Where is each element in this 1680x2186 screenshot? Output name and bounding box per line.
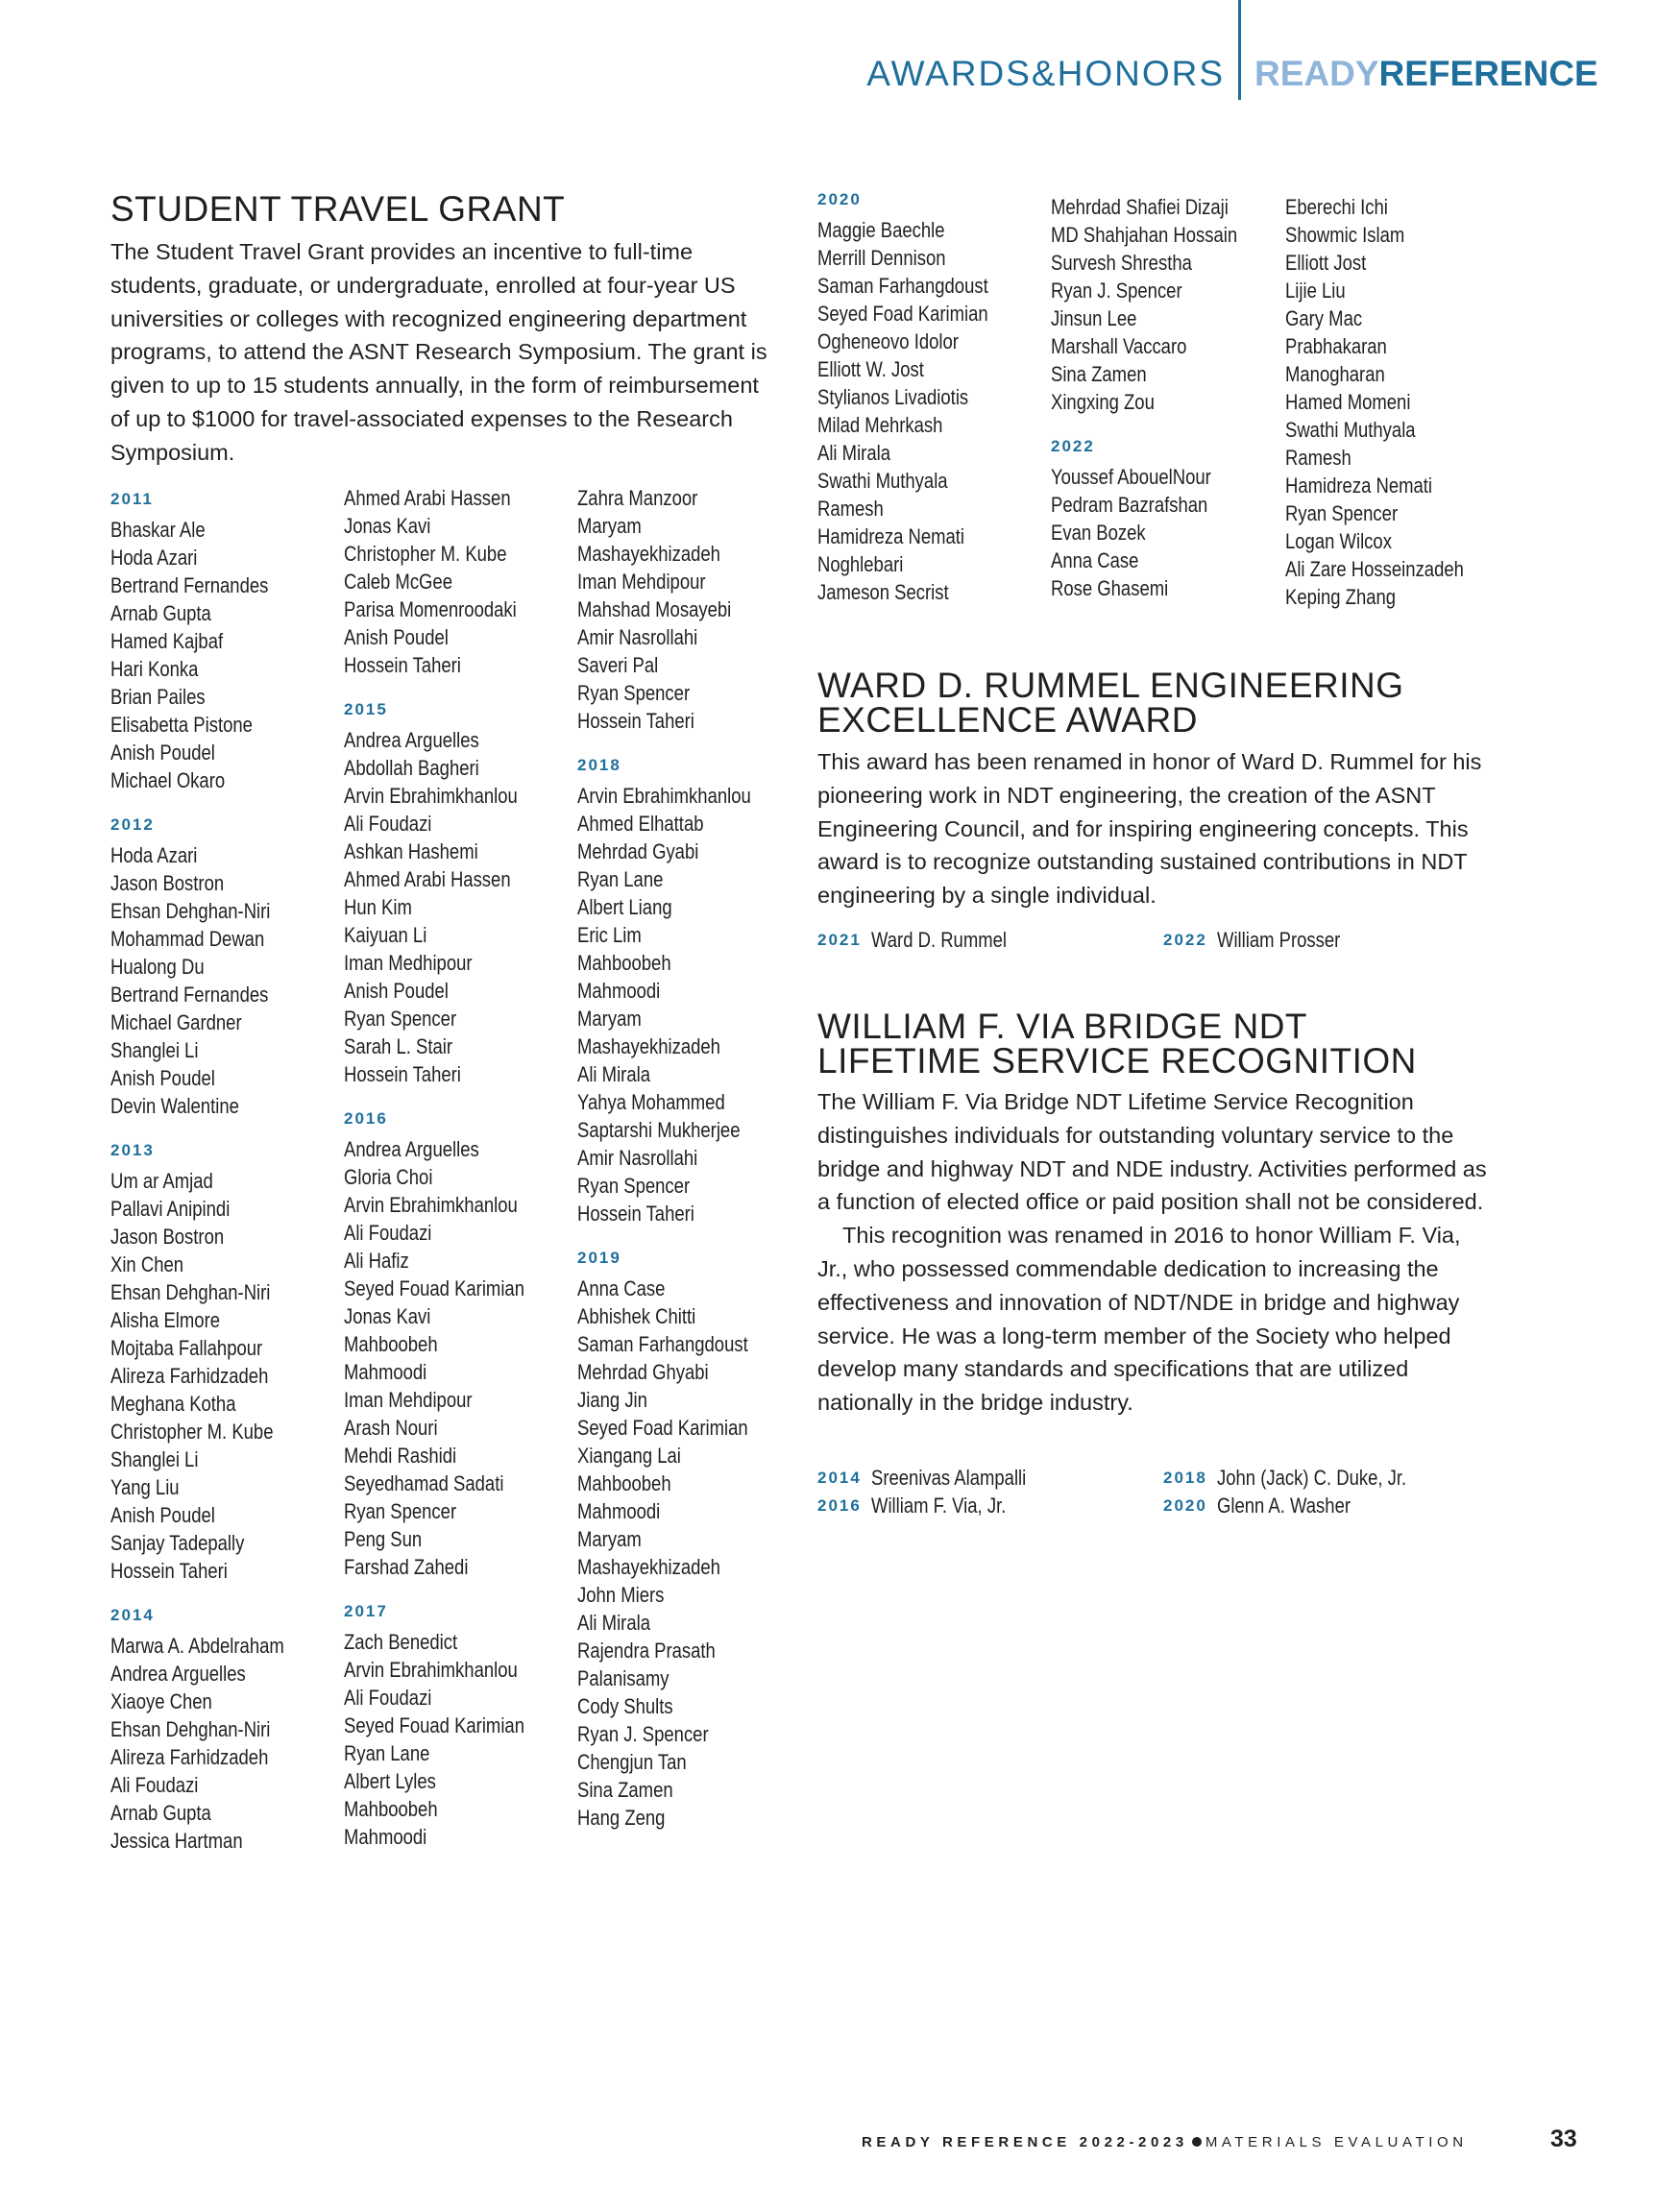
recipient-year: 2014: [817, 1469, 862, 1488]
recipient-name: Seyed Fouad Karimian: [344, 1713, 524, 1737]
rummel-description: [817, 745, 1495, 912]
recipient-name: Youssef AbouelNour: [1051, 465, 1211, 489]
recipient-name: Bhaskar Ale: [110, 518, 206, 542]
via-title: [817, 1009, 1417, 1079]
recipient-name: Ali Hafiz: [344, 1249, 409, 1273]
recipient-name: Christopher M. Kube: [344, 542, 507, 566]
recipient-name: Jessica Hartman: [110, 1829, 243, 1853]
recipient-name: Hossein Taheri: [577, 709, 694, 733]
recipient-name: Bertrand Fernandes: [110, 573, 269, 597]
recipient-name: John (Jack) C. Duke, Jr.: [1216, 1466, 1407, 1491]
recipient-name: Gary Mac: [1285, 306, 1363, 330]
recipient-name: Parisa Momenroodaki: [344, 597, 517, 621]
recipient-name: Arnab Gupta: [110, 601, 211, 625]
recipient-name: Mahboobeh: [577, 951, 671, 975]
recipient-name: Alireza Farhidzadeh: [110, 1745, 269, 1769]
year-heading: 2011: [110, 490, 154, 508]
recipient-name: Saman Farhangdoust: [577, 1332, 748, 1356]
recipient-name: Ryan Lane: [577, 867, 664, 891]
recipient-name: Maggie Baechle: [817, 218, 945, 242]
recipient-name: Hamidreza Nemati: [817, 524, 965, 548]
rummel-title-line1: WARD D. RUMMEL ENGINEERING: [817, 666, 1404, 705]
recipient-name: Maryam: [577, 1527, 642, 1551]
recipient-name: Sarah L. Stair: [344, 1034, 452, 1058]
recipient-name: Hossein Taheri: [344, 653, 461, 677]
recipient-name: Ali Mirala: [817, 441, 890, 465]
recipient-name: Um ar Amjad: [110, 1169, 213, 1193]
recipient-name: MD Shahjahan Hossain: [1051, 223, 1238, 247]
recipient-name: William Prosser: [1216, 928, 1341, 953]
recipient-name: John Miers: [577, 1583, 665, 1607]
recipient-name: Anna Case: [1051, 548, 1139, 572]
via-recipient: [817, 1464, 1056, 1492]
recipient-name: Eberechi Ichi: [1285, 195, 1388, 219]
stg-column: [817, 189, 1021, 606]
recipient-name: Arvin Ebrahimkhanlou: [344, 784, 518, 808]
via-body-2: This recognition was renamed in 2016 to honor William F. Via, Jr., who possessed commendable dedication to increasing the effectiveness and innovation of NDT/NDE in bridge and highway service. He was a long-term member of the Society who helped develop many standards and specifications that are utilized nationally in the bridge industry.: [817, 1223, 1461, 1416]
recipient-name: Keping Zhang: [1285, 585, 1397, 609]
recipient-name: Ahmed Arabi Hassen: [344, 867, 511, 891]
footer-running-title: [862, 2134, 1468, 2150]
year-heading: 2019: [577, 1249, 621, 1267]
page-number: 33: [1550, 2125, 1577, 2152]
recipient-name: Sina Zamen: [1051, 362, 1147, 386]
recipient-name: Mohammad Dewan: [110, 927, 265, 951]
recipient-name: Hoda Azari: [110, 546, 198, 570]
recipient-name: Noghlebari: [817, 552, 904, 576]
recipient-name: Ramesh: [1285, 446, 1351, 470]
recipient-name: Brian Pailes: [110, 685, 206, 709]
header-ready: READY: [1254, 54, 1379, 93]
recipient-name: Michael Okaro: [110, 768, 226, 792]
recipient-name: Anish Poudel: [110, 1066, 215, 1090]
stg-description: [110, 235, 773, 470]
rummel-recipient: [1163, 926, 1364, 954]
rummel-body: This award has been renamed in honor of Ward D. Rummel for his pioneering work in NDT engineering, the creation of the ASNT Engineering Council, and for inspiring engineering concepts. This award is to recognize outstanding sustained contributions in NDT engineering by a single individual.: [817, 749, 1482, 909]
recipient-name: Ali Zare Hosseinzadeh: [1285, 557, 1464, 581]
recipient-name: Anish Poudel: [110, 741, 215, 765]
recipient-name: Amir Nasrollahi: [577, 1146, 698, 1170]
recipient-name: Gloria Choi: [344, 1165, 433, 1189]
recipient-name: Showmic Islam: [1285, 223, 1405, 247]
recipient-name: Mehdi Rashidi: [344, 1444, 457, 1468]
recipient-name: Xin Chen: [110, 1252, 184, 1276]
recipient-name: Merrill Dennison: [817, 246, 946, 270]
recipient-name: Peng Sun: [344, 1527, 423, 1551]
recipient-name: Arnab Gupta: [110, 1801, 211, 1825]
recipient-name: Devin Walentine: [110, 1094, 239, 1118]
recipient-year: 2016: [817, 1496, 862, 1516]
recipient-name: Iman Mehdipour: [344, 1388, 473, 1412]
recipient-name: Chengjun Tan: [577, 1750, 687, 1774]
stg-column: [1051, 193, 1273, 602]
recipient-name: Manogharan: [1285, 362, 1385, 386]
recipient-name: Hossein Taheri: [577, 1202, 694, 1226]
recipient-name: Shanglei Li: [110, 1447, 199, 1471]
recipient-name: Sreenivas Alampalli: [870, 1466, 1027, 1491]
year-heading: 2020: [817, 190, 862, 208]
recipient-name: Ali Mirala: [577, 1611, 650, 1635]
recipient-name: Ryan Spencer: [577, 681, 691, 705]
recipient-name: Anna Case: [577, 1276, 666, 1300]
recipient-name: Ali Foudazi: [344, 1686, 432, 1710]
recipient-name: Seyedhamad Sadati: [344, 1471, 504, 1495]
recipient-name: Yahya Mohammed: [577, 1090, 725, 1114]
recipient-name: Rose Ghasemi: [1051, 576, 1169, 600]
recipient-name: Arvin Ebrahimkhanlou: [344, 1193, 518, 1217]
recipient-name: Lijie Liu: [1285, 279, 1346, 303]
recipient-name: Ryan Spencer: [577, 1174, 691, 1198]
stg-title: STUDENT TRAVEL GRANT: [110, 189, 566, 229]
recipient-name: Ahmed Arabi Hassen: [344, 486, 511, 510]
recipient-name: Eric Lim: [577, 923, 642, 947]
year-heading: 2017: [344, 1602, 388, 1620]
recipient-name: Prabhakaran: [1285, 334, 1387, 358]
year-heading: 2014: [110, 1606, 155, 1624]
recipient-name: Ryan Spencer: [344, 1499, 457, 1523]
recipient-name: Farshad Zahedi: [344, 1555, 469, 1579]
recipient-name: Ahmed Elhattab: [577, 812, 704, 836]
recipient-name: Seyed Fouad Karimian: [344, 1276, 524, 1300]
recipient-name: Ryan Spencer: [1285, 501, 1399, 525]
recipient-name: Xiaoye Chen: [110, 1689, 212, 1713]
via-body-1: The William F. Via Bridge NDT Lifetime Service Recognition distinguishes individuals for outstanding voluntary service to the bridge and highway NDT and NDE industry. Activities performed as a function of elected office or paid position shall not be considered.: [817, 1089, 1487, 1215]
recipient-name: Cody Shults: [577, 1694, 673, 1718]
recipient-name: Jason Bostron: [110, 871, 225, 895]
recipient-name: Marwa A. Abdelraham: [110, 1634, 284, 1658]
recipient-name: Hamed Kajbaf: [110, 629, 224, 653]
recipient-name: Abdollah Bagheri: [344, 756, 479, 780]
recipient-year: 2022: [1163, 931, 1207, 950]
recipient-name: Xiangang Lai: [577, 1444, 681, 1468]
recipient-name: Palanisamy: [577, 1666, 670, 1690]
stg-column: [1285, 193, 1497, 611]
recipient-name: Ali Foudazi: [110, 1773, 199, 1797]
recipient-name: Mahboobeh: [344, 1332, 438, 1356]
recipient-name: Maryam: [577, 514, 642, 538]
recipient-name: Jameson Secrist: [817, 580, 949, 604]
recipient-year: 2020: [1163, 1496, 1207, 1516]
via-description: [817, 1085, 1495, 1420]
stg-body: The Student Travel Grant provides an incentive to full-time students, graduate, or undergraduate, enrolled at four-year US universities or colleges with recognized engineering department programs, to attend the ASNT Research Symposium. The grant is given to up to 15 students annually, in the form of reimbursement of up to $1000 for travel-associated expenses to the Research Symposium.: [110, 239, 767, 465]
recipient-name: William F. Via, Jr.: [870, 1494, 1007, 1518]
recipient-name: Iman Medhipour: [344, 951, 473, 975]
recipient-name: Marshall Vaccaro: [1051, 334, 1187, 358]
rummel-title: [817, 668, 1404, 738]
recipient-name: Ryan J. Spencer: [577, 1722, 709, 1746]
year-heading: 2018: [577, 756, 621, 774]
recipient-name: Seyed Foad Karimian: [577, 1416, 748, 1440]
recipient-name: Saman Farhangdoust: [817, 274, 988, 298]
recipient-name: Mahmoodi: [344, 1825, 427, 1849]
recipient-name: Evan Bozek: [1051, 521, 1146, 545]
recipient-name: Anish Poudel: [344, 979, 449, 1003]
recipient-name: Mashayekhizadeh: [577, 1034, 720, 1058]
recipient-name: Shanglei Li: [110, 1038, 199, 1062]
recipient-name: Jonas Kavi: [344, 1304, 431, 1328]
recipient-name: Hun Kim: [344, 895, 412, 919]
recipient-name: Logan Wilcox: [1285, 529, 1392, 553]
header-divider: [1238, 0, 1241, 100]
recipient-name: Ryan J. Spencer: [1051, 279, 1182, 303]
recipient-name: Survesh Shrestha: [1051, 251, 1192, 275]
recipient-name: Mahmoodi: [577, 979, 661, 1003]
recipient-name: Amir Nasrollahi: [577, 625, 698, 649]
recipient-name: Mahboobeh: [344, 1797, 438, 1821]
rummel-title-line2: EXCELLENCE AWARD: [817, 700, 1198, 740]
recipient-name: Elisabetta Pistone: [110, 713, 253, 737]
recipient-name: Saptarshi Mukherjee: [577, 1118, 741, 1142]
via-recipient: [1163, 1492, 1376, 1519]
year-heading: 2022: [1051, 437, 1095, 455]
recipient-name: Hossein Taheri: [110, 1559, 228, 1583]
recipient-name: Ramesh: [817, 497, 884, 521]
recipient-name: Hang Zeng: [577, 1806, 666, 1830]
recipient-name: Mahshad Mosayebi: [577, 597, 732, 621]
recipient-name: Mashayekhizadeh: [577, 1555, 720, 1579]
recipient-name: Jiang Jin: [577, 1388, 647, 1412]
recipient-name: Maryam: [577, 1007, 642, 1031]
recipient-name: Albert Lyles: [344, 1769, 436, 1793]
stg-column: [344, 484, 559, 1851]
recipient-year: 2018: [1163, 1469, 1207, 1488]
recipient-name: Ehsan Dehghan-Niri: [110, 1717, 271, 1741]
recipient-name: Mahmoodi: [577, 1499, 661, 1523]
year-heading: 2013: [110, 1141, 155, 1159]
recipient-name: Bertrand Fernandes: [110, 983, 269, 1007]
recipient-name: Zahra Manzoor: [577, 486, 698, 510]
recipient-name: Arvin Ebrahimkhanlou: [344, 1658, 518, 1682]
recipient-name: Mahmoodi: [344, 1360, 427, 1384]
recipient-name: Elliott Jost: [1285, 251, 1367, 275]
recipient-name: Ryan Spencer: [344, 1007, 457, 1031]
recipient-name: Pedram Bazrafshan: [1051, 493, 1208, 517]
recipient-name: Mehrdad Ghyabi: [577, 1360, 709, 1384]
recipient-name: Alireza Farhidzadeh: [110, 1364, 269, 1388]
stg-column: [110, 489, 317, 1855]
bullet-icon: [1192, 2137, 1202, 2147]
recipient-name: Andrea Arguelles: [344, 728, 479, 752]
recipient-name: Zach Benedict: [344, 1630, 458, 1654]
recipient-name: Yang Liu: [110, 1475, 180, 1499]
recipient-name: Seyed Foad Karimian: [817, 302, 988, 326]
recipient-name: Jason Bostron: [110, 1225, 225, 1249]
recipient-name: Andrea Arguelles: [344, 1137, 479, 1161]
recipient-name: Mehrdad Shafiei Dizaji: [1051, 195, 1229, 219]
recipient-name: Albert Liang: [577, 895, 672, 919]
recipient-name: Mahboobeh: [577, 1471, 671, 1495]
recipient-name: Swathi Muthyala: [817, 469, 948, 493]
year-heading: 2012: [110, 815, 155, 834]
via-title-line2: LIFETIME SERVICE RECOGNITION: [817, 1041, 1417, 1081]
recipient-name: Ali Mirala: [577, 1062, 650, 1086]
recipient-name: Jinsun Lee: [1051, 306, 1137, 330]
via-recipient: [1163, 1464, 1443, 1492]
recipient-name: Anish Poudel: [110, 1503, 215, 1527]
recipient-name: Andrea Arguelles: [110, 1662, 246, 1686]
year-heading: 2015: [344, 700, 388, 718]
recipient-name: Ogheneovo Idolor: [817, 329, 959, 353]
header-section-label: AWARDS&HONORS: [866, 54, 1225, 93]
recipient-name: Elliott W. Jost: [817, 357, 924, 381]
recipient-name: Hari Konka: [110, 657, 199, 681]
recipient-name: Anish Poudel: [344, 625, 449, 649]
recipient-name: Stylianos Livadiotis: [817, 385, 969, 409]
rummel-recipient: [817, 926, 1033, 954]
recipient-name: Michael Gardner: [110, 1010, 242, 1034]
recipient-name: Ashkan Hashemi: [344, 839, 478, 863]
recipient-name: Mehrdad Gyabi: [577, 839, 699, 863]
recipient-year: 2021: [817, 931, 862, 950]
recipient-name: Hossein Taheri: [344, 1062, 461, 1086]
via-title-line1: WILLIAM F. VIA BRIDGE NDT: [817, 1007, 1308, 1046]
recipient-name: Ehsan Dehghan-Niri: [110, 899, 271, 923]
header-reference: REFERENCE: [1378, 54, 1598, 93]
footer-ready-reference: READY REFERENCE 2022-2023: [862, 2134, 1188, 2150]
recipient-name: Mojtaba Fallahpour: [110, 1336, 263, 1360]
recipient-name: Hoda Azari: [110, 843, 198, 867]
recipient-name: Caleb McGee: [344, 570, 452, 594]
recipient-name: Ali Foudazi: [344, 812, 432, 836]
recipient-name: Hamed Momeni: [1285, 390, 1411, 414]
recipient-name: Arash Nouri: [344, 1416, 438, 1440]
recipient-name: Ryan Lane: [344, 1741, 430, 1765]
recipient-name: Rajendra Prasath: [577, 1639, 716, 1663]
recipient-name: Hualong Du: [110, 955, 205, 979]
recipient-name: Sanjay Tadepally: [110, 1531, 245, 1555]
footer-materials-evaluation: MATERIALS EVALUATION: [1205, 2134, 1468, 2150]
recipient-name: Milad Mehrkash: [817, 413, 943, 437]
recipient-name: Glenn A. Washer: [1216, 1494, 1351, 1518]
header-ready-reference: [1254, 54, 1598, 94]
recipient-name: Swathi Muthyala: [1285, 418, 1416, 442]
recipient-name: Abhishek Chitti: [577, 1304, 696, 1328]
year-heading: 2016: [344, 1109, 388, 1128]
recipient-name: Christopher M. Kube: [110, 1420, 274, 1444]
recipient-name: Ali Foudazi: [344, 1221, 432, 1245]
recipient-name: Sina Zamen: [577, 1778, 673, 1802]
recipient-name: Kaiyuan Li: [344, 923, 427, 947]
recipient-name: Xingxing Zou: [1051, 390, 1155, 414]
recipient-name: Pallavi Anipindi: [110, 1197, 231, 1221]
recipient-name: Arvin Ebrahimkhanlou: [577, 784, 751, 808]
recipient-name: Iman Mehdipour: [577, 570, 706, 594]
recipient-name: Saveri Pal: [577, 653, 659, 677]
via-recipient: [817, 1492, 1032, 1519]
recipient-name: Alisha Elmore: [110, 1308, 221, 1332]
recipient-name: Jonas Kavi: [344, 514, 431, 538]
recipient-name: Ehsan Dehghan-Niri: [110, 1280, 271, 1304]
recipient-name: Hamidreza Nemati: [1285, 474, 1433, 498]
recipient-name: Mashayekhizadeh: [577, 542, 720, 566]
recipient-name: Meghana Kotha: [110, 1392, 236, 1416]
recipient-name: Ward D. Rummel: [870, 928, 1007, 953]
stg-column: [577, 484, 784, 1832]
